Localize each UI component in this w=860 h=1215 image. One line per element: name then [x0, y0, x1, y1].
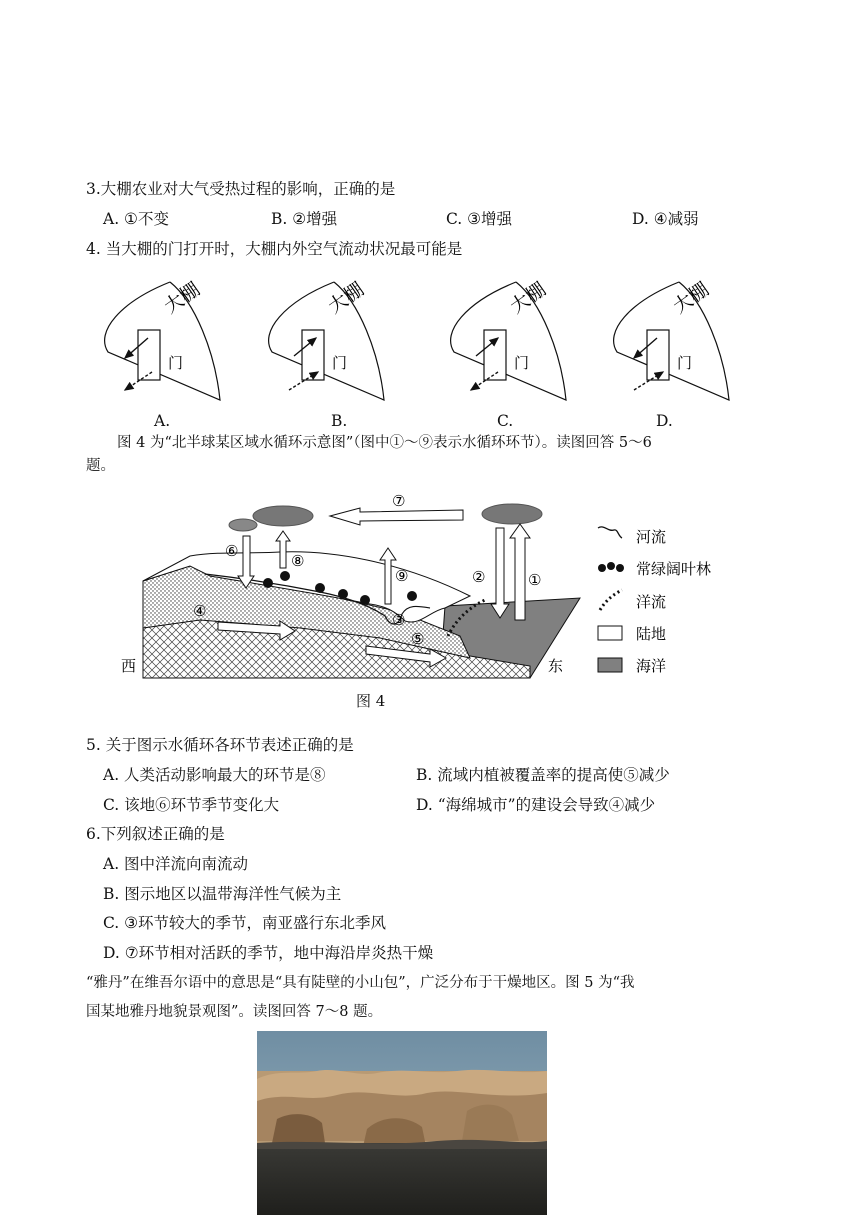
legend-forest-icon: [598, 562, 624, 572]
q6-option-c: C. ③环节较大的季节，南亚盛行东北季风: [103, 914, 387, 932]
q3-option-d: D. ④减弱: [632, 210, 699, 228]
q4-option-b: B.: [331, 412, 348, 430]
greenhouse-d-door: [647, 330, 669, 380]
cloud-west-small: [229, 519, 257, 531]
greenhouse-a: [105, 278, 220, 400]
fig4-intro-line1: 图 4 为“北半球某区域水循环示意图”（图中①～⑨表示水循环环节）。读图回答 5～6: [117, 435, 652, 451]
greenhouse-d-door-label: 门: [677, 354, 693, 372]
greenhouse-c: [451, 278, 566, 400]
legend-current-label: 洋流: [636, 593, 667, 611]
yardang-landscape-photo: [257, 1031, 547, 1215]
q4-option-a: A.: [154, 412, 171, 430]
arrow-2: [491, 528, 509, 618]
label-3: ③: [392, 611, 406, 629]
arrow-7: [330, 508, 463, 525]
greenhouse-diagrams: [0, 272, 860, 432]
q6-stem: 6.下列叙述正确的是: [86, 825, 225, 843]
label-5: ⑤: [411, 630, 425, 648]
q4-option-d: D.: [656, 412, 673, 430]
q4-option-c: C.: [497, 412, 514, 430]
greenhouse-b-door-label: 门: [332, 354, 348, 372]
legend: [598, 527, 711, 675]
legend-ocean-icon: [598, 658, 622, 672]
q3-option-a: A. ①不变: [103, 210, 169, 228]
legend-land-icon: [598, 626, 622, 640]
q5-option-d: D. “海绵城市”的建设会导致④减少: [416, 796, 656, 814]
q5-stem: 5. 关于图示水循环各环节表述正确的是: [86, 736, 354, 754]
fig5-intro-line1: “雅丹”在维吾尔语中的意思是“具有陡壁的小山包”，广泛分布于干燥地区。图 5 为“我: [86, 975, 635, 991]
label-west: 西: [121, 657, 137, 675]
greenhouse-c-door-label: 门: [514, 354, 530, 372]
greenhouse-b-door: [302, 330, 324, 380]
legend-river-icon: [598, 527, 622, 538]
greenhouse-a-door: [138, 330, 160, 380]
label-8: ⑧: [291, 552, 305, 570]
legend-land-label: 陆地: [636, 625, 667, 643]
q6-option-b: B. 图示地区以温带海洋性气候为主: [103, 885, 342, 903]
fig5-intro-line2: 国某地雅丹地貌景观图”。读图回答 7～8 题。: [86, 1004, 383, 1020]
label-7: ⑦: [392, 492, 406, 510]
label-2: ②: [472, 568, 486, 586]
greenhouse-c-door: [484, 330, 506, 380]
greenhouse-a-label: 大棚: [160, 278, 205, 319]
greenhouse-d-label: 大棚: [669, 278, 714, 319]
greenhouse-d: [614, 278, 729, 400]
fig4-intro-line2: 题。: [86, 458, 115, 474]
legend-ocean-label: 海洋: [636, 657, 667, 675]
q5-option-b: B. 流域内植被覆盖率的提高使⑤减少: [416, 766, 670, 784]
legend-current-icon: [600, 590, 622, 610]
fig4-caption: 图 4: [356, 692, 386, 710]
greenhouse-b: [269, 278, 384, 400]
q3-stem: 3.大棚农业对大气受热过程的影响，正确的是: [86, 180, 396, 198]
label-9: ⑨: [395, 567, 409, 585]
q6-option-d: D. ⑦环节相对活跃的季节，地中海沿岸炎热干燥: [103, 944, 434, 962]
greenhouse-a-door-label: 门: [168, 354, 184, 372]
greenhouse-b-label: 大棚: [324, 278, 369, 319]
cloud-east: [482, 504, 542, 524]
q6-option-a: A. 图中洋流向南流动: [103, 855, 249, 873]
label-east: 东: [548, 657, 564, 675]
q5-option-c: C. 该地⑥环节季节变化大: [103, 796, 280, 814]
q3-option-b: B. ②增强: [271, 210, 338, 228]
q3-option-c: C. ③增强: [446, 210, 513, 228]
water-cycle-diagram: [0, 486, 860, 696]
label-1: ①: [528, 571, 542, 589]
q5-option-a: A. 人类活动影响最大的环节是⑧: [103, 766, 326, 784]
label-4: ④: [193, 602, 207, 620]
greenhouse-c-label: 大棚: [506, 278, 551, 319]
legend-forest-label: 常绿阔叶林: [636, 560, 712, 578]
legend-river-label: 河流: [636, 528, 667, 546]
cloud-west: [253, 506, 313, 526]
label-6: ⑥: [225, 542, 239, 560]
q4-stem: 4. 当大棚的门打开时，大棚内外空气流动状况最可能是: [86, 240, 463, 258]
